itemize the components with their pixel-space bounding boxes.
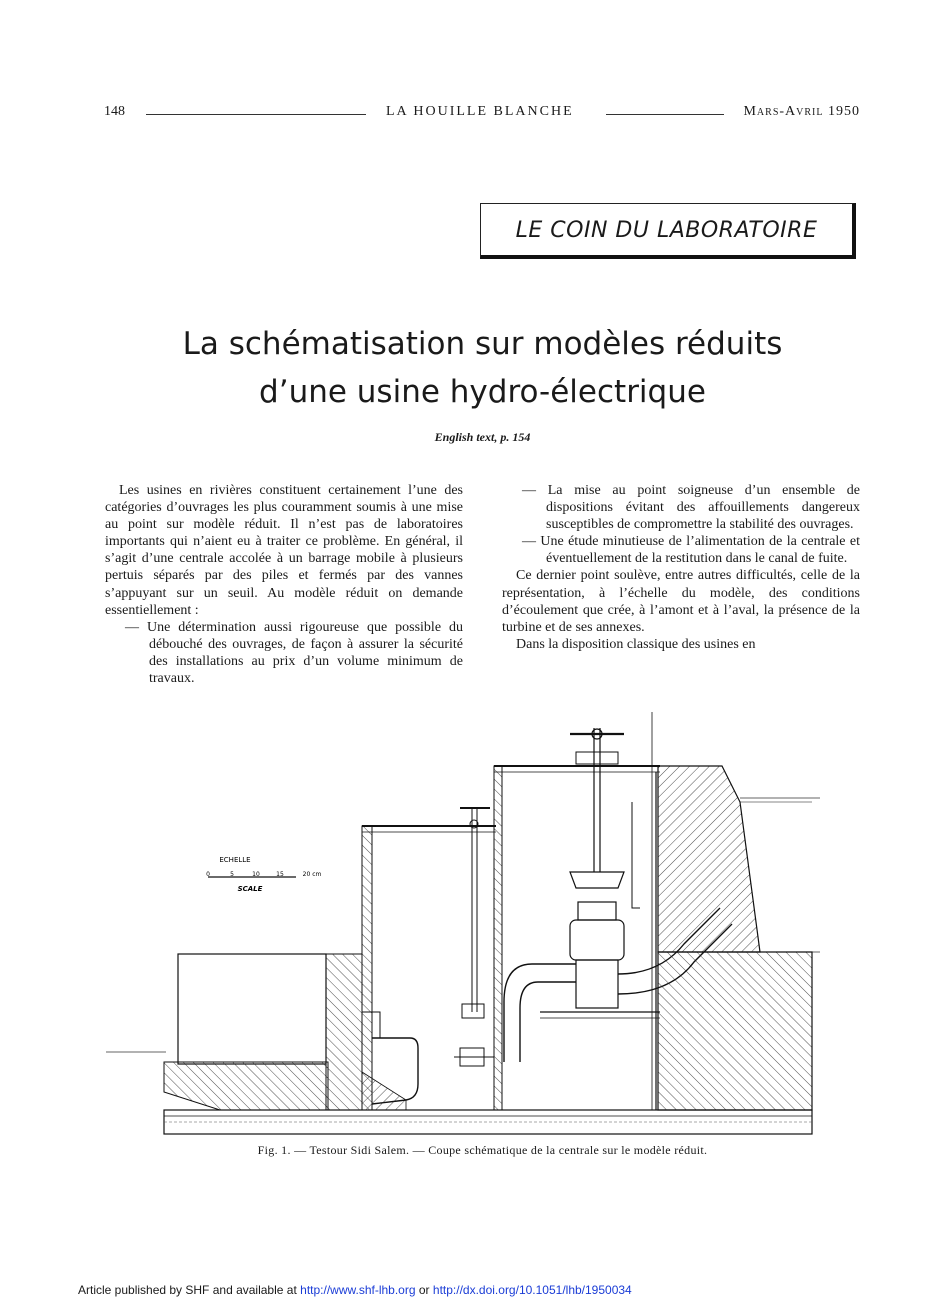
article-title	[60, 320, 905, 416]
issue-date: Mars-Avril 1950	[743, 104, 860, 119]
footer-link-shf[interactable]: http://www.shf-lhb.org	[300, 1283, 416, 1297]
right-list-item-1: — La mise au point soigneuse d’un ensemble de dispositions évitant des affouillements dangereux susceptibles de compromettre la stabilité des ouvrages.	[522, 483, 860, 533]
left-list-item-1: — Une détermination aussi rigoureuse que possible du débouché des ouvrages, de façon à assurer la sécurité des installations au prix d’un volume minimum de travaux.	[125, 619, 463, 687]
section-rubric	[480, 203, 856, 259]
article-title-line-2: d’une usine hydro-électrique	[259, 374, 706, 410]
footer	[78, 1283, 632, 1297]
scale-tick-15: 15	[276, 871, 284, 878]
figure-cross-section	[100, 712, 820, 1142]
footer-prefix: Article published by SHF and available at	[78, 1283, 297, 1297]
article-title-line-1: La schématisation sur modèles réduits	[182, 326, 783, 362]
scale-bar	[206, 856, 321, 893]
running-head	[104, 104, 860, 126]
journal-title: LA HOUILLE BLANCHE	[386, 104, 574, 119]
scale-subtitle: SCALE	[237, 885, 263, 893]
scale-tick-5: 5	[230, 871, 234, 878]
scale-title: ECHELLE	[219, 856, 251, 864]
right-paragraph-2: Dans la disposition classique des usines en	[516, 636, 756, 652]
footer-link-doi[interactable]: http://dx.doi.org/10.1051/lhb/1950034	[432, 1283, 632, 1297]
page-number: 148	[104, 104, 125, 119]
right-column	[502, 482, 860, 653]
scale-tick-0: 0	[206, 871, 210, 878]
rubric-label: LE COIN DU LABORATOIRE	[515, 218, 818, 243]
running-head-rule-left	[146, 114, 366, 115]
cross-section-drawing	[100, 712, 820, 1142]
scale-tick-20: 20 cm	[302, 871, 322, 878]
left-column	[105, 482, 463, 687]
left-paragraph-1: Les usines en rivières constituent certainement l’une des catégories d’ouvrages les plus couramment soumis à une mise au point sur modèle réduit. Il n’est pas de laboratoires importants qui n’aient eu à traiter ce problème. En général, il s’agit d’une centrale accolée à un barrage mobile à plusieurs pertuis séparés par des piles et fermés par des vannes s’appuyant sur un seuil. Au modèle réduit on demande essentiellement :	[105, 483, 463, 618]
scale-tick-10: 10	[252, 871, 260, 878]
right-paragraph-1: Ce dernier point soulève, entre autres difficultés, celle de la représentation, à l’échelle du modèle, des conditions d’écoulement que crée, à l’amont et à l’aval, la présence de la turbine et de ses annexes.	[502, 568, 860, 635]
figure-caption: Fig. 1. — Testour Sidi Salem. — Coupe schématique de la centrale sur le modèle réduit.	[257, 1143, 708, 1157]
footer-middle: or	[418, 1283, 430, 1297]
right-list-item-2: — Une étude minutieuse de l’alimentation de la centrale et éventuellement de la restitution dans le canal de fuite.	[522, 534, 860, 567]
english-text-note: English text, p. 154	[434, 430, 531, 444]
running-head-rule-right	[606, 114, 724, 115]
